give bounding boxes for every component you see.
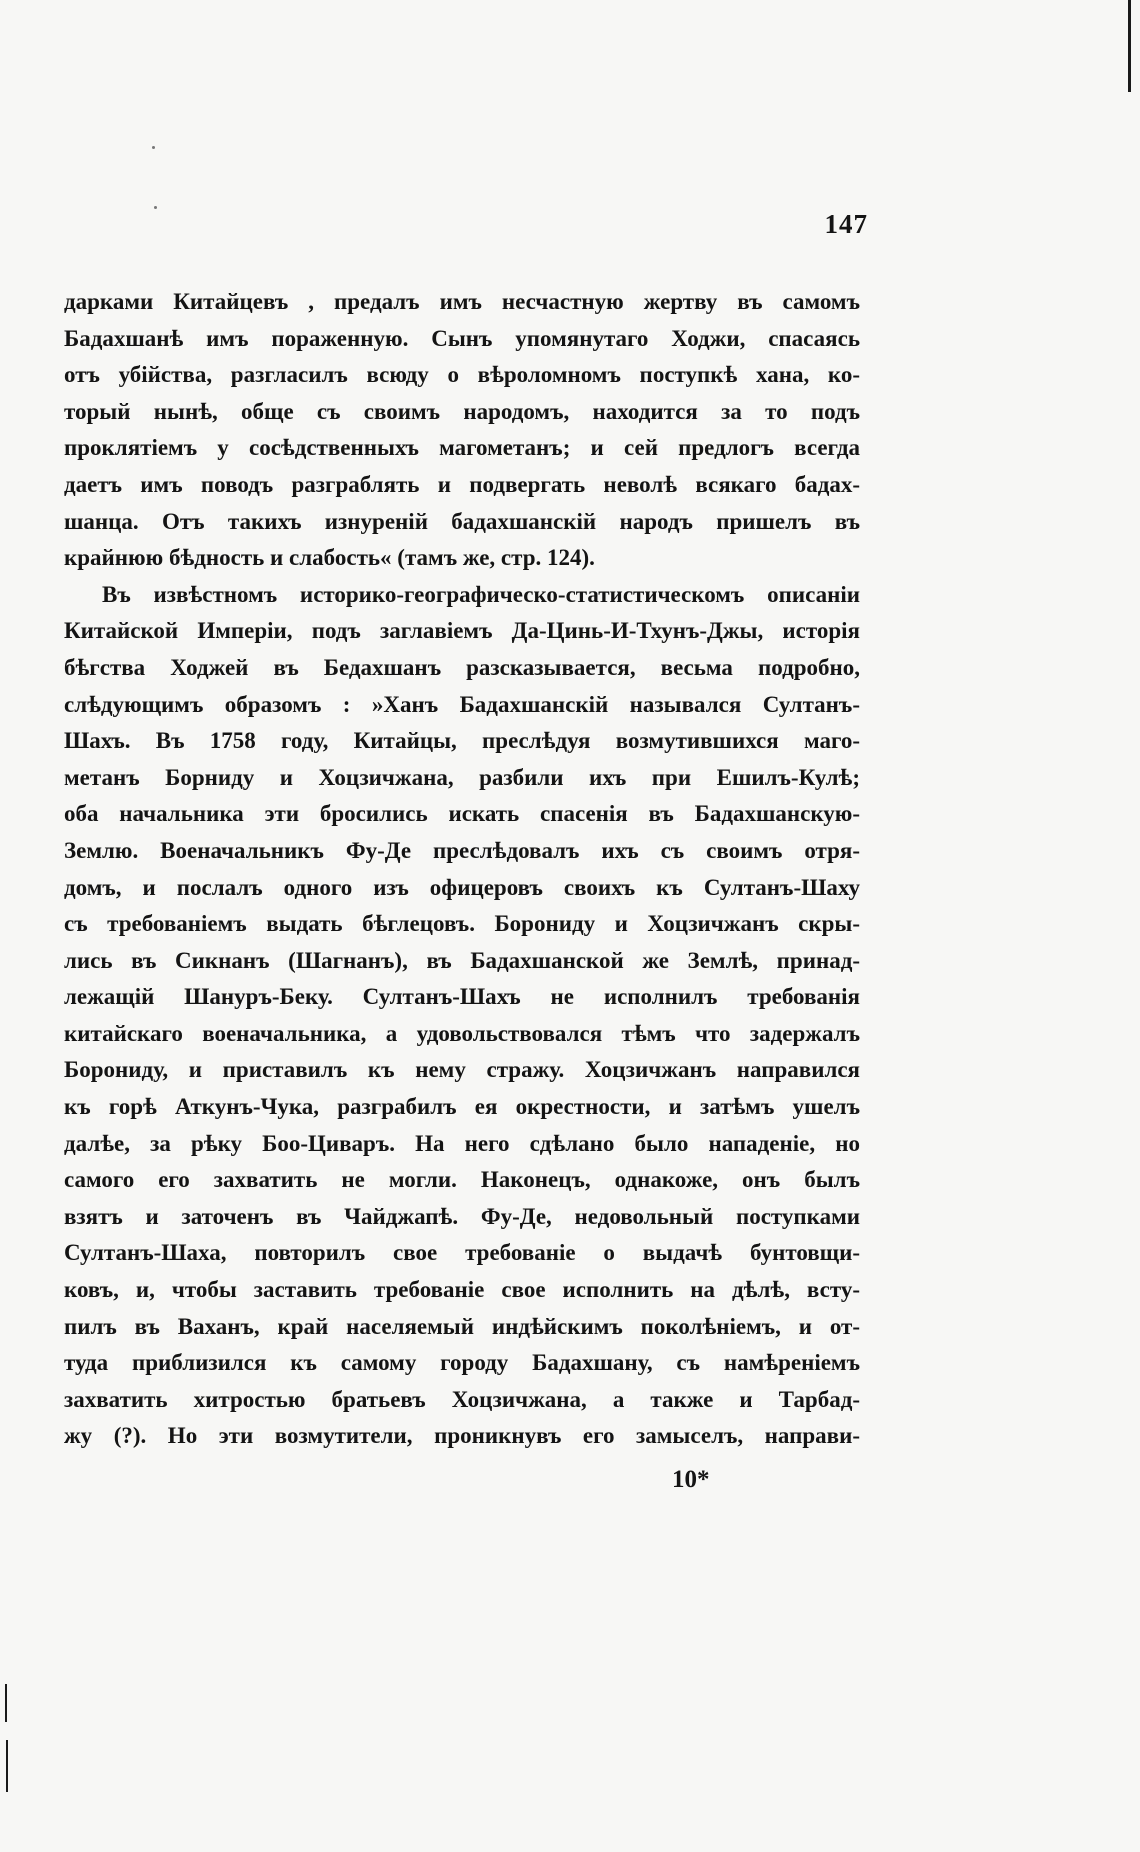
- text-line: съ требованіемъ выдать бѣглецовъ. Борониду и Хоцзичжанъ скры-: [64, 911, 860, 937]
- text-line: Султанъ-Шаха, повторилъ свое требованіе о выдачѣ бунтовщи-: [64, 1240, 860, 1266]
- text-line: шанца. Отъ такихъ изнуреній бадахшанскій народъ пришелъ въ: [64, 508, 860, 534]
- text-line: Землю. Военачальникъ Фу-Де преслѣдовалъ ихъ съ своимъ отря-: [64, 837, 860, 863]
- text-line: далѣе, за рѣку Боо-Циваръ. На него сдѣлано было нападеніе, но: [64, 1130, 860, 1156]
- text-line: пилъ въ Ваханъ, край населяемый индѣйскимъ поколѣніемъ, и от-: [64, 1313, 860, 1339]
- signature-mark: 10*: [672, 1466, 710, 1493]
- text-line: самого его захватить не могли. Наконецъ, однакоже, онъ былъ: [64, 1167, 860, 1193]
- text-line: бѣгства Ходжей въ Бедахшанъ разсказывается, весьма подробно,: [64, 654, 860, 680]
- scan-edge-mark: [5, 1684, 7, 1722]
- text-line: Борониду, и приставилъ къ нему стражу. Хоцзичжанъ направился: [64, 1057, 860, 1083]
- scan-speck: [152, 146, 155, 149]
- scan-speck: [154, 206, 157, 209]
- text-line: туда приблизился къ самому городу Бадахшану, съ намѣреніемъ: [64, 1350, 860, 1376]
- text-line: оба начальника эти бросились искать спасенія въ Бадахшанскую-: [64, 801, 860, 827]
- text-line: отъ убійства, разгласилъ всюду о вѣроломномъ поступкѣ хана, ко-: [64, 362, 860, 388]
- text-line: взятъ и заточенъ въ Чайджапѣ. Фу-Де, недовольный поступками: [64, 1203, 860, 1229]
- text-line: слѣдующимъ образомъ : »Ханъ Бадахшанскій назывался Султанъ-: [64, 691, 860, 717]
- text-line: метанъ Борниду и Хоцзичжана, разбили ихъ при Ешилъ-Кулѣ;: [64, 764, 860, 790]
- paragraph: [64, 284, 860, 577]
- text-line: жу (?). Но эти возмутители, проникнувъ его замыселъ, направи-: [64, 1423, 860, 1449]
- text-line: торый нынѣ, обще съ своимъ народомъ, находится за то подъ: [64, 398, 860, 424]
- scan-edge-mark: [6, 1740, 8, 1792]
- text-line: китайскаго военачальника, а удовольствовался тѣмъ что задержалъ: [64, 1020, 860, 1046]
- page-number: 147: [824, 209, 868, 239]
- body-text: [64, 284, 860, 1455]
- text-line: даетъ имъ поводъ разграблять и подвергать неволѣ всякаго бадах-: [64, 471, 860, 497]
- text-line: захватить хитростью братьевъ Хоцзичжана, а также и Тарбад-: [64, 1386, 860, 1412]
- text-line: лись въ Сикнанъ (Шагнанъ), въ Бадахшанской же Землѣ, принад-: [64, 947, 860, 973]
- text-line: домъ, и послалъ одного изъ офицеровъ своихъ къ Султанъ-Шаху: [64, 874, 860, 900]
- text-line: крайнюю бѣдность и слабость« (тамъ же, стр. 124).: [64, 545, 595, 571]
- text-line: проклятіемъ у сосѣдственныхъ магометанъ; и сей предлогъ всегда: [64, 435, 860, 461]
- text-line: къ горѣ Аткунъ-Чука, разграбилъ ея окрестности, и затѣмъ ушелъ: [64, 1094, 860, 1120]
- paragraph: [64, 577, 860, 1455]
- text-line: Бадахшанѣ имъ пораженную. Сынъ упомянутаго Ходжи, спасаясь: [64, 325, 860, 351]
- text-line: Въ извѣстномъ историко-географическо-статистическомъ описаніи: [102, 581, 860, 607]
- scan-edge-mark: [1128, 0, 1131, 92]
- text-line: Китайской Имперіи, подъ заглавіемъ Да-Цинь-И-Тхунъ-Джы, исторія: [64, 618, 860, 644]
- text-line: лежащій Шануръ-Беку. Султанъ-Шахъ не исполнилъ требованія: [64, 984, 860, 1010]
- text-line: ковъ, и, чтобы заставить требованіе свое исполнить на дѣлѣ, всту-: [64, 1277, 860, 1303]
- text-line: Шахъ. Въ 1758 году, Китайцы, преслѣдуя возмутившихся маго-: [64, 728, 860, 754]
- text-line: дарками Китайцевъ , предалъ имъ несчастную жертву въ самомъ: [64, 289, 860, 314]
